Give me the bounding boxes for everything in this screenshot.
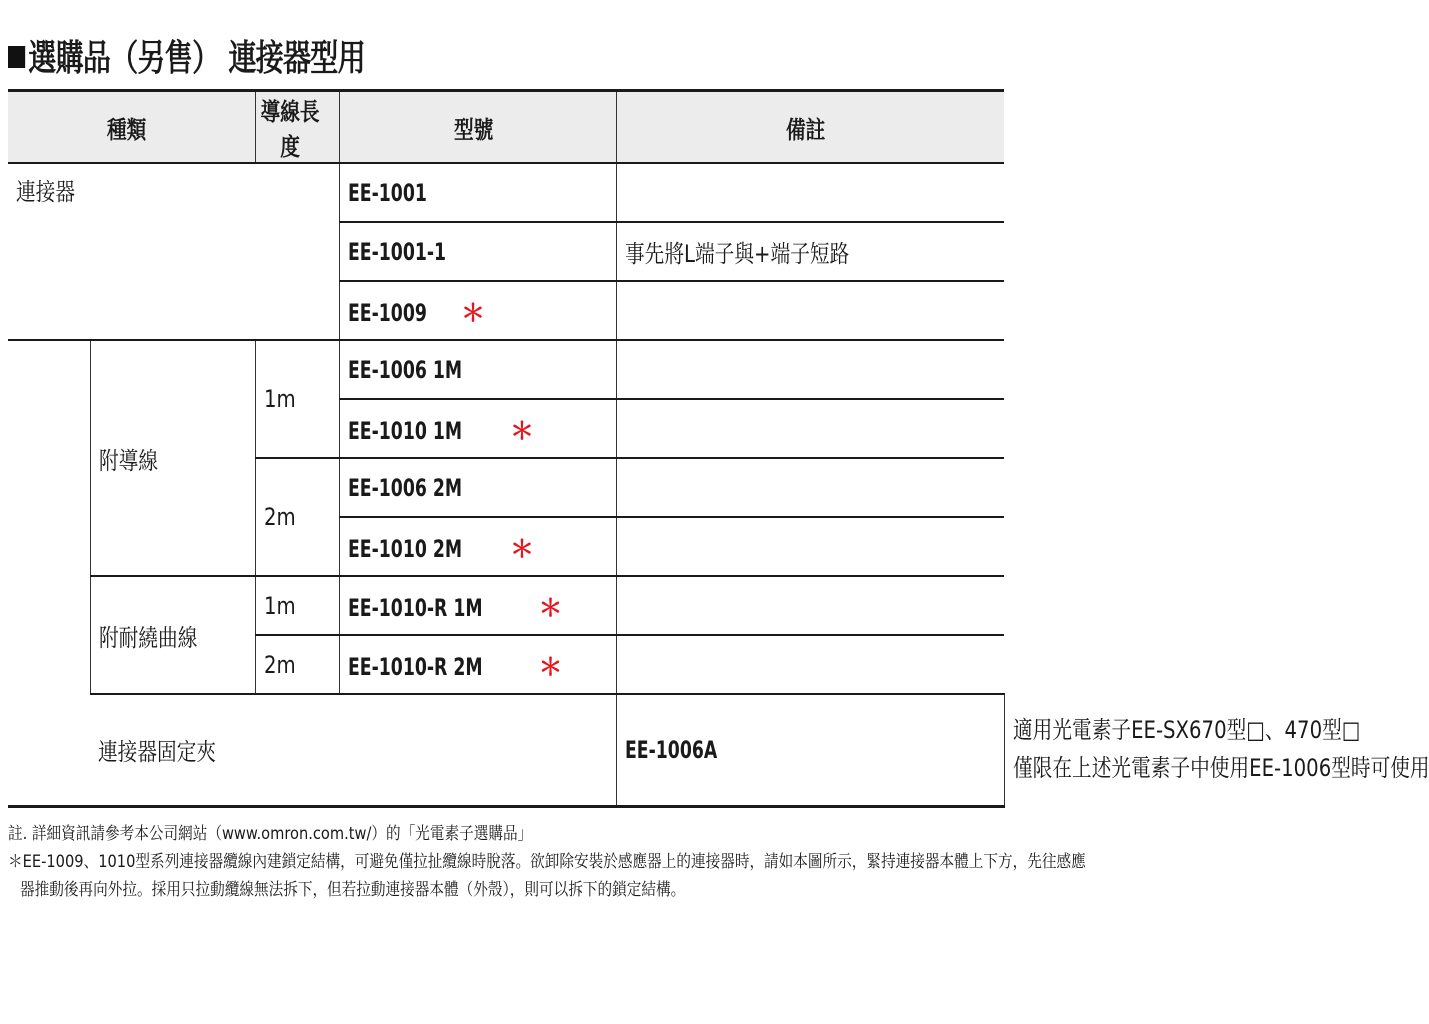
header-lead-length: 導線長度 xyxy=(255,91,339,164)
type-flex-lead: 附耐繞曲線 xyxy=(90,576,255,694)
header-model: 型號 xyxy=(339,91,616,164)
type-with-lead: 附導線 xyxy=(90,340,255,576)
table-header-row xyxy=(8,91,1004,164)
remark-cell xyxy=(616,281,1004,340)
lead-length-cell: 1m xyxy=(255,576,339,635)
asterisk-icon: ＊ xyxy=(538,653,563,681)
model-cell: EE-1006A xyxy=(616,694,1004,806)
model-cell: EE-1010-R 1M ＊ xyxy=(339,576,616,635)
asterisk-icon: ＊ xyxy=(461,299,486,327)
lead-length-cell: 1m xyxy=(255,340,339,458)
model-cell: EE-1006 1M xyxy=(339,340,616,399)
lead-length-cell: 2m xyxy=(255,635,339,694)
model-cell: EE-1010 1M ＊ xyxy=(339,399,616,458)
options-table xyxy=(8,89,1429,808)
table-row xyxy=(8,576,1004,635)
remark-cell xyxy=(616,635,1004,694)
table-row xyxy=(8,340,1004,399)
remark-cell xyxy=(616,340,1004,399)
remark-cell xyxy=(616,576,1004,635)
footnote-asterisk: ＊EE-1009、1010型系列連接器纜線內建鎖定結構，可避免僅拉扯纜線時脫落。欲卸除安裝於感應器上的連接器時，請如本圖所示，緊持連接器本體上下方，先往感應 xyxy=(8,852,1086,872)
model-cell: EE-1009 ＊ xyxy=(339,281,616,340)
remark-cell xyxy=(616,399,1004,458)
header-type: 種類 xyxy=(8,91,255,164)
remark-cell xyxy=(616,163,1004,222)
table-row: 連接器固定夾 EE-1006A 適用光電素子EE-SX670型□、470型□ 僅限在上述光電素子中使用EE-1006型時可使用 xyxy=(8,694,1004,806)
lead-length-cell: 2m xyxy=(255,458,339,576)
page-title: 選購品（另售） 連接器型用 xyxy=(8,30,365,81)
remark-cell xyxy=(616,517,1004,576)
asterisk-icon: ＊ xyxy=(509,417,534,445)
remark-cell xyxy=(616,458,1004,517)
remark-cell: 事先將L端子與+端子短路 xyxy=(616,222,1004,281)
footnote-asterisk-continued: 器推動後再向外拉。採用只拉動纜線無法拆下，但若拉動連接器本體（外殼），則可以拆下的鎖定結構。 xyxy=(20,880,686,900)
asterisk-icon: ＊ xyxy=(509,535,534,563)
footnotes xyxy=(8,820,1086,904)
model-cell: EE-1010-R 2M ＊ xyxy=(339,635,616,694)
type-connector: 連接器 xyxy=(8,163,339,340)
square-bullet-icon xyxy=(8,46,25,68)
header-remark: 備註 xyxy=(616,91,1004,164)
model-cell: EE-1001-1 xyxy=(339,222,616,281)
model-cell: EE-1001 xyxy=(339,163,616,222)
model-cell: EE-1006 2M xyxy=(339,458,616,517)
model-cell: EE-1010 2M ＊ xyxy=(339,517,616,576)
asterisk-icon: ＊ xyxy=(538,594,563,622)
type-connector-clip: 連接器固定夾 xyxy=(90,694,616,806)
type-indent-spacer xyxy=(8,340,90,806)
footnote-reference: 註. 詳細資訊請參考本公司網站（www.omron.com.tw/）的「光電素子選購品」 xyxy=(8,824,533,844)
table-row xyxy=(8,163,1004,222)
